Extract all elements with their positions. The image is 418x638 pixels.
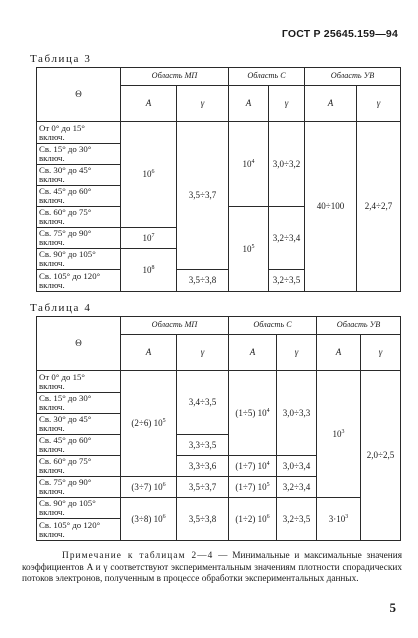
table4-c-a-header: A bbox=[229, 335, 277, 371]
table4-title: Таблица 4 bbox=[30, 302, 92, 314]
table3-c-a-cell: $10^5$ bbox=[229, 207, 269, 292]
table3-group-uv: Область УВ bbox=[305, 68, 401, 86]
table3-row-label: Св. 60° до 75° включ. bbox=[37, 207, 121, 228]
table3 bbox=[36, 67, 401, 292]
table4-uv-gamma-cell: 2,0÷2,5 bbox=[361, 371, 401, 541]
table4-row-label: Св. 45° до 60° включ. bbox=[37, 435, 121, 456]
table3-mp-a-cell: $10^8$ bbox=[121, 249, 177, 292]
table4-theta-header: Θ bbox=[37, 317, 121, 371]
table3-uv-gamma-cell: 2,4÷2,7 bbox=[357, 122, 401, 292]
table4-uv-a-cell: $3\cdot 10^3$ bbox=[317, 498, 361, 541]
table4-mp-a-cell: (2÷6) $10^5$ bbox=[121, 371, 177, 477]
document-header: ГОСТ Р 25645.159—94 bbox=[281, 28, 398, 40]
note-body: — Минимальные и максимальные значения коэффициентов A и γ соответствуют экспериментальным значениям плотности спорадических потоков электронов, полученным в процессе обработки экспериментальных данных. bbox=[22, 551, 402, 585]
note-lead: Примечание к таблицам 2—4 bbox=[62, 551, 214, 561]
table3-row-label: Св. 30° до 45° включ. bbox=[37, 165, 121, 186]
table4-mp-gamma-cell: 3,3÷3,6 bbox=[177, 456, 229, 477]
table4-group-uv: Область УВ bbox=[317, 317, 401, 335]
table4-group-c: Область С bbox=[229, 317, 317, 335]
table4-row-label: Св. 15° до 30° включ. bbox=[37, 393, 121, 414]
table3-title: Таблица 3 bbox=[30, 53, 92, 65]
table4-row-label: Св. 30° до 45° включ. bbox=[37, 414, 121, 435]
table4-c-a-cell: (1÷5) $10^4$ bbox=[229, 371, 277, 456]
table3-c-a-header: A bbox=[229, 86, 269, 122]
table3-mp-a-header: A bbox=[121, 86, 177, 122]
table4-uv-a-cell: $10^3$ bbox=[317, 371, 361, 498]
table3-row-label: От 0° до 15° включ. bbox=[37, 122, 121, 144]
table3-group-c: Область С bbox=[229, 68, 305, 86]
table3-mp-gamma-header: γ bbox=[177, 86, 229, 122]
table4-mp-gamma-header: γ bbox=[177, 335, 229, 371]
table-note bbox=[22, 551, 402, 586]
table4-mp-gamma-cell: 3,4÷3,5 bbox=[177, 371, 229, 435]
table3-mp-a-cell: $10^6$ bbox=[121, 122, 177, 228]
table4-row-label: Св. 75° до 90° включ. bbox=[37, 477, 121, 498]
table4-mp-a-header: A bbox=[121, 335, 177, 371]
table4-mp-a-cell: (3÷7) $10^6$ bbox=[121, 477, 177, 498]
table4-row-label: Св. 105° до 120° включ. bbox=[37, 519, 121, 541]
table4-group-mp: Область МП bbox=[121, 317, 229, 335]
table4-mp-gamma-cell: 3,3÷3,5 bbox=[177, 435, 229, 456]
table4-c-a-cell: (1÷7) $10^4$ bbox=[229, 456, 277, 477]
table4-c-a-cell: (1÷7) $10^5$ bbox=[229, 477, 277, 498]
page-number: 5 bbox=[389, 600, 396, 615]
table4-row-label: Св. 60° до 75° включ. bbox=[37, 456, 121, 477]
table4-row-label: От 0° до 15° включ. bbox=[37, 371, 121, 393]
table3-mp-gamma-cell: 3,5÷3,8 bbox=[177, 270, 229, 292]
table4-mp-gamma-cell: 3,5÷3,8 bbox=[177, 498, 229, 541]
table4-c-gamma-cell: 3,0÷3,3 bbox=[277, 371, 317, 456]
table3-c-gamma-cell: 3,2÷3,5 bbox=[269, 270, 305, 292]
table4-c-gamma-cell: 3,2÷3,5 bbox=[277, 498, 317, 541]
table4-uv-a-header: A bbox=[317, 335, 361, 371]
table3-uv-a-header: A bbox=[305, 86, 357, 122]
table3-c-gamma-cell: 3,2÷3,4 bbox=[269, 207, 305, 270]
table4-uv-gamma-header: γ bbox=[361, 335, 401, 371]
table4-mp-a-cell: (3÷8) $10^6$ bbox=[121, 498, 177, 541]
table3-mp-gamma-cell: 3,5÷3,7 bbox=[177, 122, 229, 270]
table3-row-label: Св. 45° до 60° включ. bbox=[37, 186, 121, 207]
table3-uv-a-cell: 40÷100 bbox=[305, 122, 357, 292]
table4-c-a-cell: (1÷2) $10^6$ bbox=[229, 498, 277, 541]
table3-row-label: Св. 15° до 30° включ. bbox=[37, 144, 121, 165]
table4-row-label: Св. 90° до 105° включ. bbox=[37, 498, 121, 519]
table3-c-a-cell: $10^4$ bbox=[229, 122, 269, 207]
table3-row-label: Св. 105° до 120° включ. bbox=[37, 270, 121, 292]
table4 bbox=[36, 316, 401, 541]
table3-theta-header: Θ bbox=[37, 68, 121, 122]
table3-c-gamma-cell: 3,0÷3,2 bbox=[269, 122, 305, 207]
table3-uv-gamma-header: γ bbox=[357, 86, 401, 122]
table3-row-label: Св. 75° до 90° включ. bbox=[37, 228, 121, 249]
table4-mp-gamma-cell: 3,5÷3,7 bbox=[177, 477, 229, 498]
table4-c-gamma-cell: 3,2÷3,4 bbox=[277, 477, 317, 498]
table4-c-gamma-header: γ bbox=[277, 335, 317, 371]
table3-mp-a-cell: $10^7$ bbox=[121, 228, 177, 249]
table3-c-gamma-header: γ bbox=[269, 86, 305, 122]
table3-row-label: Св. 90° до 105° включ. bbox=[37, 249, 121, 270]
table3-group-mp: Область МП bbox=[121, 68, 229, 86]
table4-c-gamma-cell: 3,0÷3,4 bbox=[277, 456, 317, 477]
